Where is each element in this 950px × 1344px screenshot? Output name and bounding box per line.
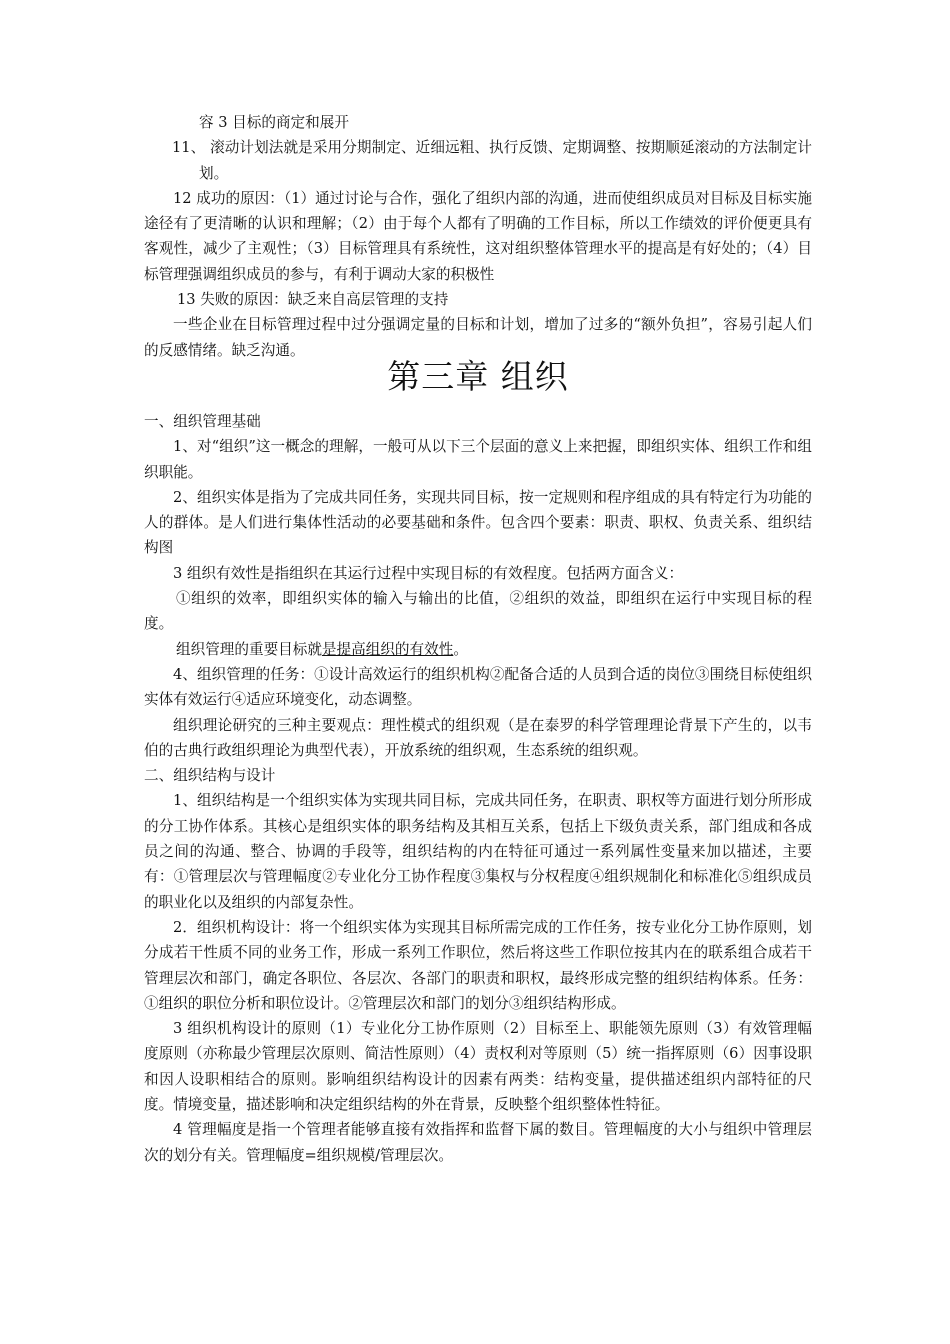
document-page xyxy=(144,110,812,1168)
paragraph: 一些企业在目标管理过程中过分强调定量的目标和计划，增加了过多的“额外负担”，容易引起人们的反感情绪。缺乏沟通。 xyxy=(144,316,812,359)
paragraph: 3 组织机构设计的原则（1）专业化分工协作原则（2）目标至上、职能领先原则（3）有效管理幅度原则（亦称最少管理层次原则、简洁性原则）（4）责权利对等原则（5）统一指挥原则（6）因事设职和因人设职相结合的原则。影响组织结构设计的因素有两类：结构变量，提供描述组织内部特征的尺度。情境变量，描述影响和决定组织结构的外在背景，反映整个组织整体性特征。 xyxy=(144,1020,812,1113)
paragraph: 3 组织有效性是指组织在其运行过程中实现目标的有效程度。包括两方面含义： xyxy=(173,564,684,582)
paragraph: 1、组织结构是一个组织实体为实现共同目标，完成共同任务，在职责、职权等方面进行划分所形成的分工协作体系。其核心是组织实体的职务结构及其相互关系，包括上下级负责关系，部门组成和各成员之间的沟通、整合、协调的手段等，组织结构的内在特征可通过一系列属性变量来加以描述，主要有：①管理层次与管理幅度②专业化分工协作程度③集权与分权程度④组织规制化和标准化⑤组织成员的职业化以及组织的内部复杂性。 xyxy=(144,792,812,911)
paragraph: 2、组织实体是指为了完成共同任务，实现共同目标，按一定规则和程序组成的具有特定行为功能的人的群体。是人们进行集体性活动的必要基础和条件。包含四个要素：职责、职权、负责关系、组织结构图 xyxy=(144,488,812,557)
list-item-11: 11、 滚动计划法就是采用分期制定、近细远粗、执行反馈、定期调整、按期顺延滚动的方法制定计划。 xyxy=(172,139,812,182)
text-run: 。 xyxy=(453,640,468,658)
chapter-title: 第三章 组织 xyxy=(387,356,569,396)
list-item-13: 13 失败的原因：缺乏来自高层管理的支持 xyxy=(177,291,449,309)
paragraph: 4、组织管理的任务：①设计高效运行的组织机构②配备合适的人员到合适的岗位③围绕目标使组织实体有效运行④适应环境变化，动态调整。 xyxy=(144,665,812,709)
paragraph: 组织理论研究的三种主要观点：理性模式的组织观（是在泰罗的科学管理理论背景下产生的，以韦伯的古典行政组织理论为典型代表），开放系统的组织观，生态系统的组织观。 xyxy=(144,716,812,759)
section-heading-2: 二、组织结构与设计 xyxy=(144,767,276,785)
paragraph: 4 管理幅度是指一个管理者能够直接有效指挥和监督下属的数目。管理幅度的大小与组织中管理层次的划分有关。管理幅度=组织规模/管理层次。 xyxy=(144,1121,812,1164)
paragraph: ①组织的效率，即组织实体的输入与输出的比值，②组织的效益，即组织在运行中实现目标的程度。 xyxy=(144,590,812,633)
paragraph: 2．组织机构设计：将一个组织实体为实现其目标所需完成的工作任务，按专业化分工协作原则，划分成若干性质不同的业务工作，形成一系列工作职位，然后将这些工作职位按其内在的联系组合成若干管理层次和部门，确定各职位、各层次、各部门的职责和职权，最终形成完整的组织结构体系。任务：①组织的职位分析和职位设计。②管理层次和部门的划分③组织结构形成。 xyxy=(144,918,812,1012)
section-heading-1: 一、组织管理基础 xyxy=(144,412,261,430)
list-item-12: 12 成功的原因：（1）通过讨论与合作，强化了组织内部的沟通，进而使组织成员对目标及目标实施途径有了更清晰的认识和理解；（2）由于每个人都有了明确的工作目标，所以工作绩效的评价便更具有客观性，减少了主观性；（3）目标管理具有系统性，这对组织整体管理水平的提高是有好处的；（4）目标管理强调组织成员的参与，有利于调动大家的积极性 xyxy=(144,189,812,283)
text-run: 组织管理的重要目标就 xyxy=(176,640,322,658)
paragraph xyxy=(144,637,812,662)
underlined-text: 是提高组织的有效性 xyxy=(321,640,454,658)
paragraph: 容 3 目标的商定和展开 xyxy=(199,114,349,131)
paragraph: 1、对“组织”这一概念的理解，一般可从以下三个层面的意义上来把握，即组织实体、组织工作和组织职能。 xyxy=(144,438,812,481)
